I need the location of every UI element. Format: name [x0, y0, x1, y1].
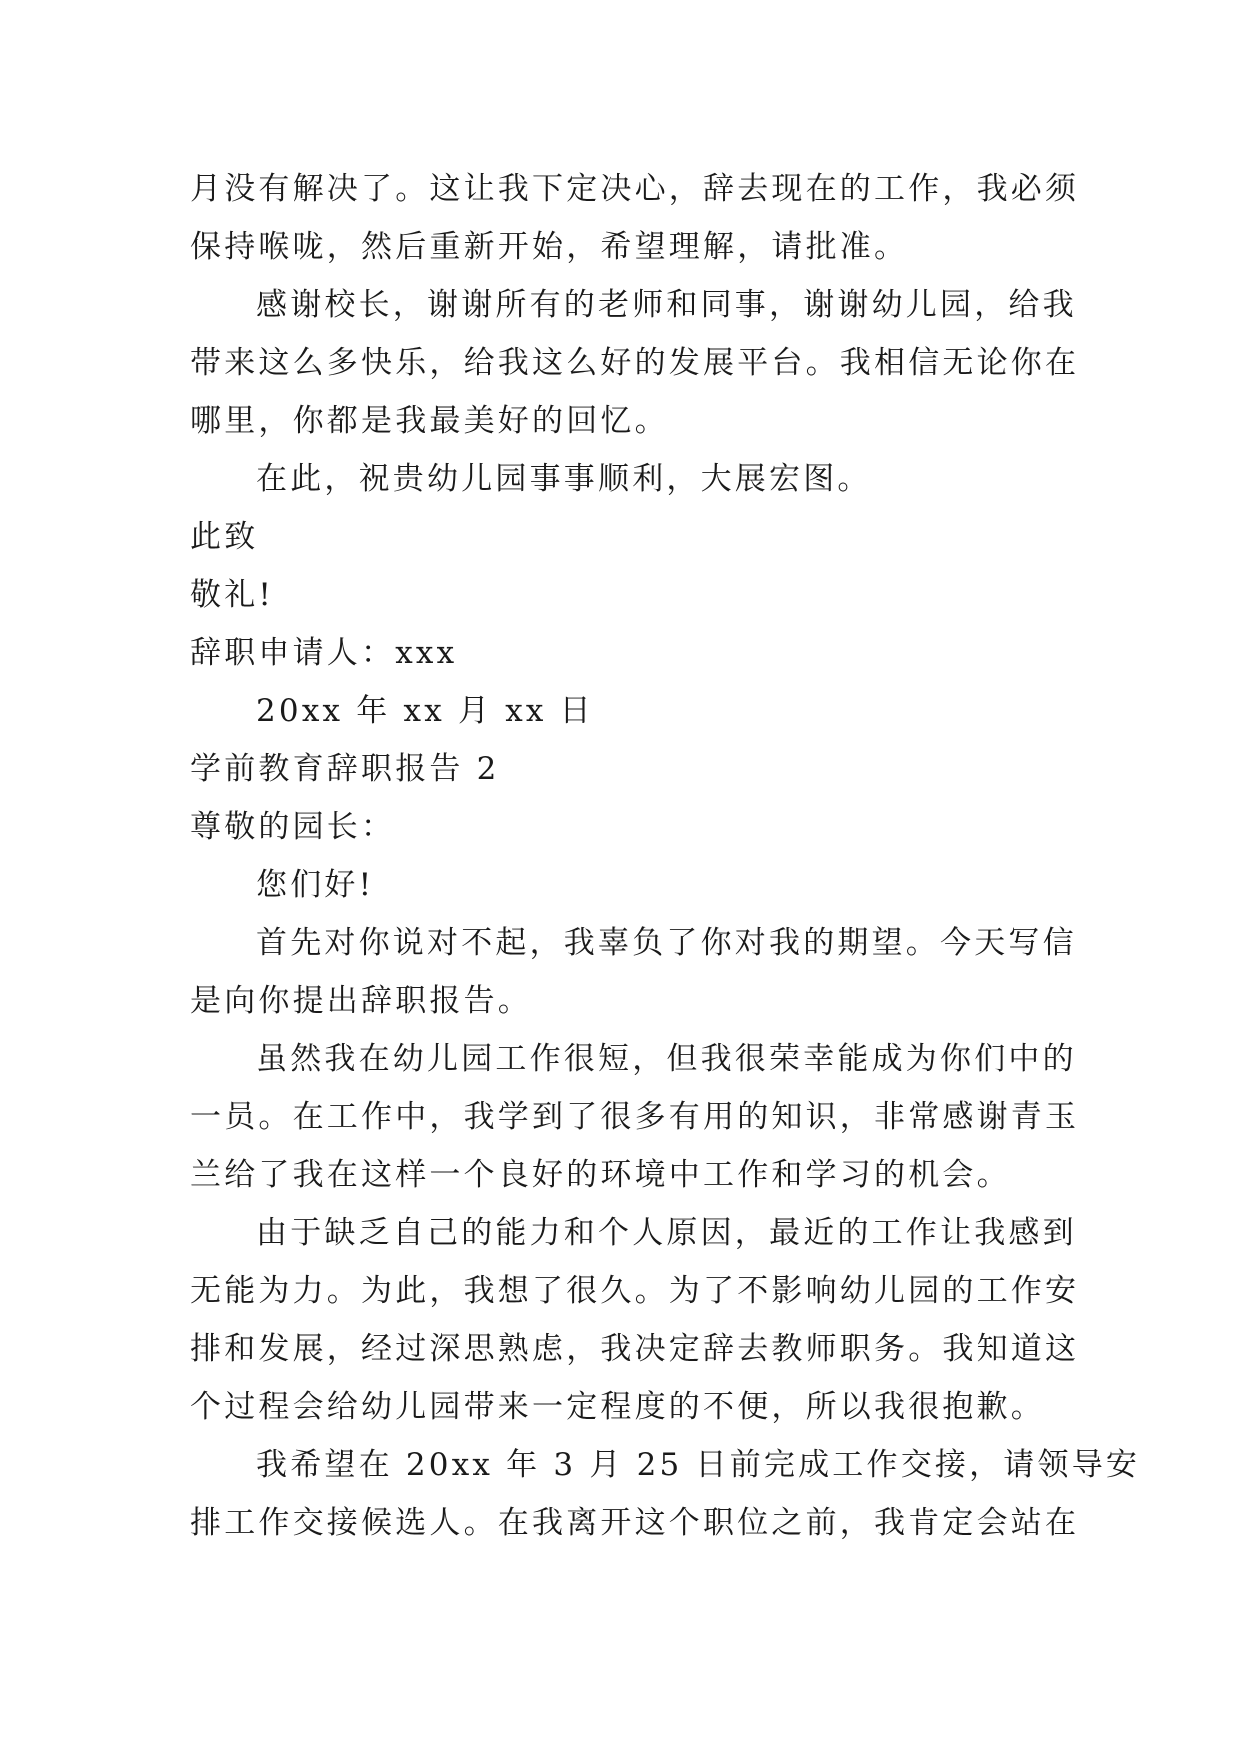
- text-line: 排和发展，经过深思熟虑，我决定辞去教师职务。我知道这: [190, 1331, 1080, 1367]
- text-line: 虽然我在幼儿园工作很短，但我很荣幸能成为你们中的: [256, 1041, 1077, 1077]
- text-line: 感谢校长，谢谢所有的老师和同事，谢谢幼儿园，给我: [256, 287, 1077, 323]
- text-line: 是向你提出辞职报告。: [190, 983, 532, 1019]
- signature-line: 辞职申请人：xxx: [190, 635, 458, 671]
- text-line: 您们好!: [256, 867, 375, 903]
- text-line: 首先对你说对不起，我辜负了你对我的期望。今天写信: [256, 925, 1077, 961]
- text-line: 带来这么多快乐，给我这么好的发展平台。我相信无论你在: [190, 345, 1080, 381]
- text-line: 排工作交接候选人。在我离开这个职位之前，我肯定会站在: [190, 1505, 1080, 1541]
- text-line: 个过程会给幼儿园带来一定程度的不便，所以我很抱歉。: [190, 1389, 1045, 1425]
- text-line: 由于缺乏自己的能力和个人原因，最近的工作让我感到: [256, 1215, 1077, 1251]
- text-line: 兰给了我在这样一个良好的环境中工作和学习的机会。: [190, 1157, 1011, 1193]
- text-line: 保持喉咙，然后重新开始，希望理解，请批准。: [190, 229, 909, 265]
- text-line: 一员。在工作中，我学到了很多有用的知识，非常感谢青玉: [190, 1099, 1080, 1135]
- greeting-line: 尊敬的园长：: [190, 809, 396, 845]
- text-line: 月没有解决了。这让我下定决心，辞去现在的工作，我必须: [190, 171, 1080, 207]
- document-body: [190, 160, 1141, 1552]
- text-line: 无能为力。为此，我想了很久。为了不影响幼儿园的工作安: [190, 1273, 1080, 1309]
- text-line: 在此，祝贵幼儿园事事顺利，大展宏图。: [256, 461, 872, 497]
- closing-line: 此致: [190, 519, 259, 555]
- section-title: 学前教育辞职报告 2: [190, 751, 500, 787]
- date-line: 20xx 年 xx 月 xx 日: [256, 693, 594, 729]
- text-line: 哪里，你都是我最美好的回忆。: [190, 403, 669, 439]
- salutation-line: 敬礼!: [190, 577, 275, 613]
- text-line: 我希望在 20xx 年 3 月 25 日前完成工作交接，请领导安: [256, 1447, 1141, 1483]
